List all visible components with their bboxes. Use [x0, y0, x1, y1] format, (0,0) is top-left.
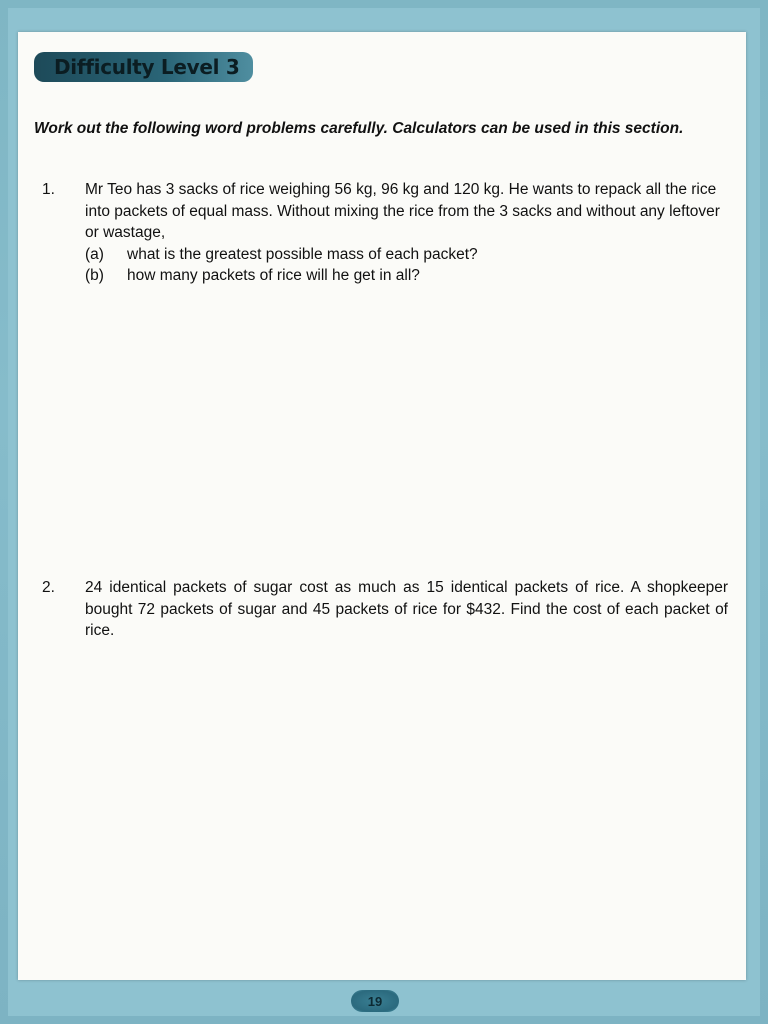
question-2: [42, 577, 728, 642]
subpart-text: how many packets of rice will he get in all?: [127, 267, 420, 284]
subpart-label: (b): [85, 267, 104, 284]
subpart-text: what is the greatest possible mass of each packet?: [127, 245, 478, 263]
page-number: 19: [351, 990, 399, 1012]
subpart-a: [85, 244, 728, 266]
worksheet-page: [18, 32, 746, 980]
question-number: 1.: [42, 181, 55, 198]
question-text: 24 identical packets of sugar cost as much as 15 identical packets of rice. A shopkeeper bought 72 packets of sugar and 45 packets of rice for $432. Find the cost of each packet of rice.: [85, 579, 728, 639]
difficulty-level-label: Difficulty Level 3: [54, 55, 240, 79]
subpart-label: (a): [85, 245, 104, 263]
question-text: Mr Teo has 3 sacks of rice weighing 56 kg, 96 kg and 120 kg. He wants to repack all the rice into packets of equal mass. Without mixing the rice from the 3 sacks and without any leftover or wastage,: [85, 181, 720, 241]
question-1: [42, 179, 728, 287]
subpart-b: [85, 265, 728, 287]
question-number: 2.: [42, 579, 55, 596]
instructions-text: Work out the following word problems carefully. Calculators can be used in this section.: [34, 120, 684, 137]
difficulty-level-badge: [34, 52, 253, 82]
